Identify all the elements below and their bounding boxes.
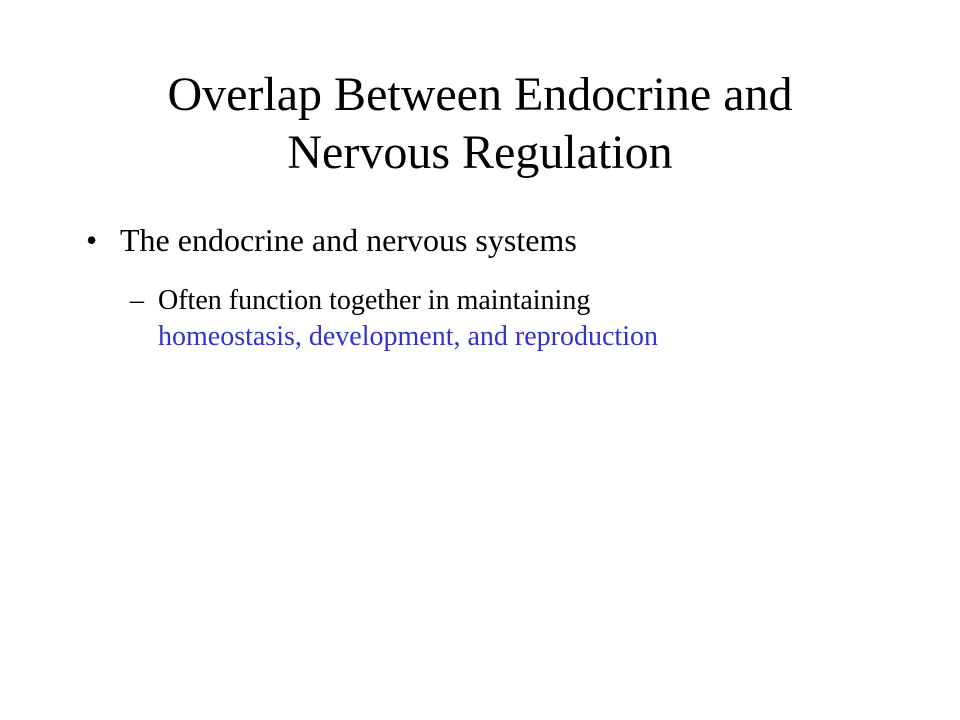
bullet-marker: • bbox=[86, 222, 98, 258]
bullet-item bbox=[86, 220, 577, 260]
sub-bullet-text-line-2: homeostasis, development, and reproduction bbox=[158, 321, 658, 352]
slide-title-line-2: Nervous Regulation bbox=[287, 126, 673, 179]
sub-bullet-marker: – bbox=[130, 285, 144, 316]
sub-bullet-text-line-1: Often function together in maintaining bbox=[158, 285, 591, 316]
slide-title-line-1: Overlap Between Endocrine and bbox=[167, 68, 793, 121]
slide-title bbox=[0, 66, 960, 182]
bullet-text: The endocrine and nervous systems bbox=[120, 222, 577, 258]
sub-bullet-item bbox=[130, 283, 590, 319]
